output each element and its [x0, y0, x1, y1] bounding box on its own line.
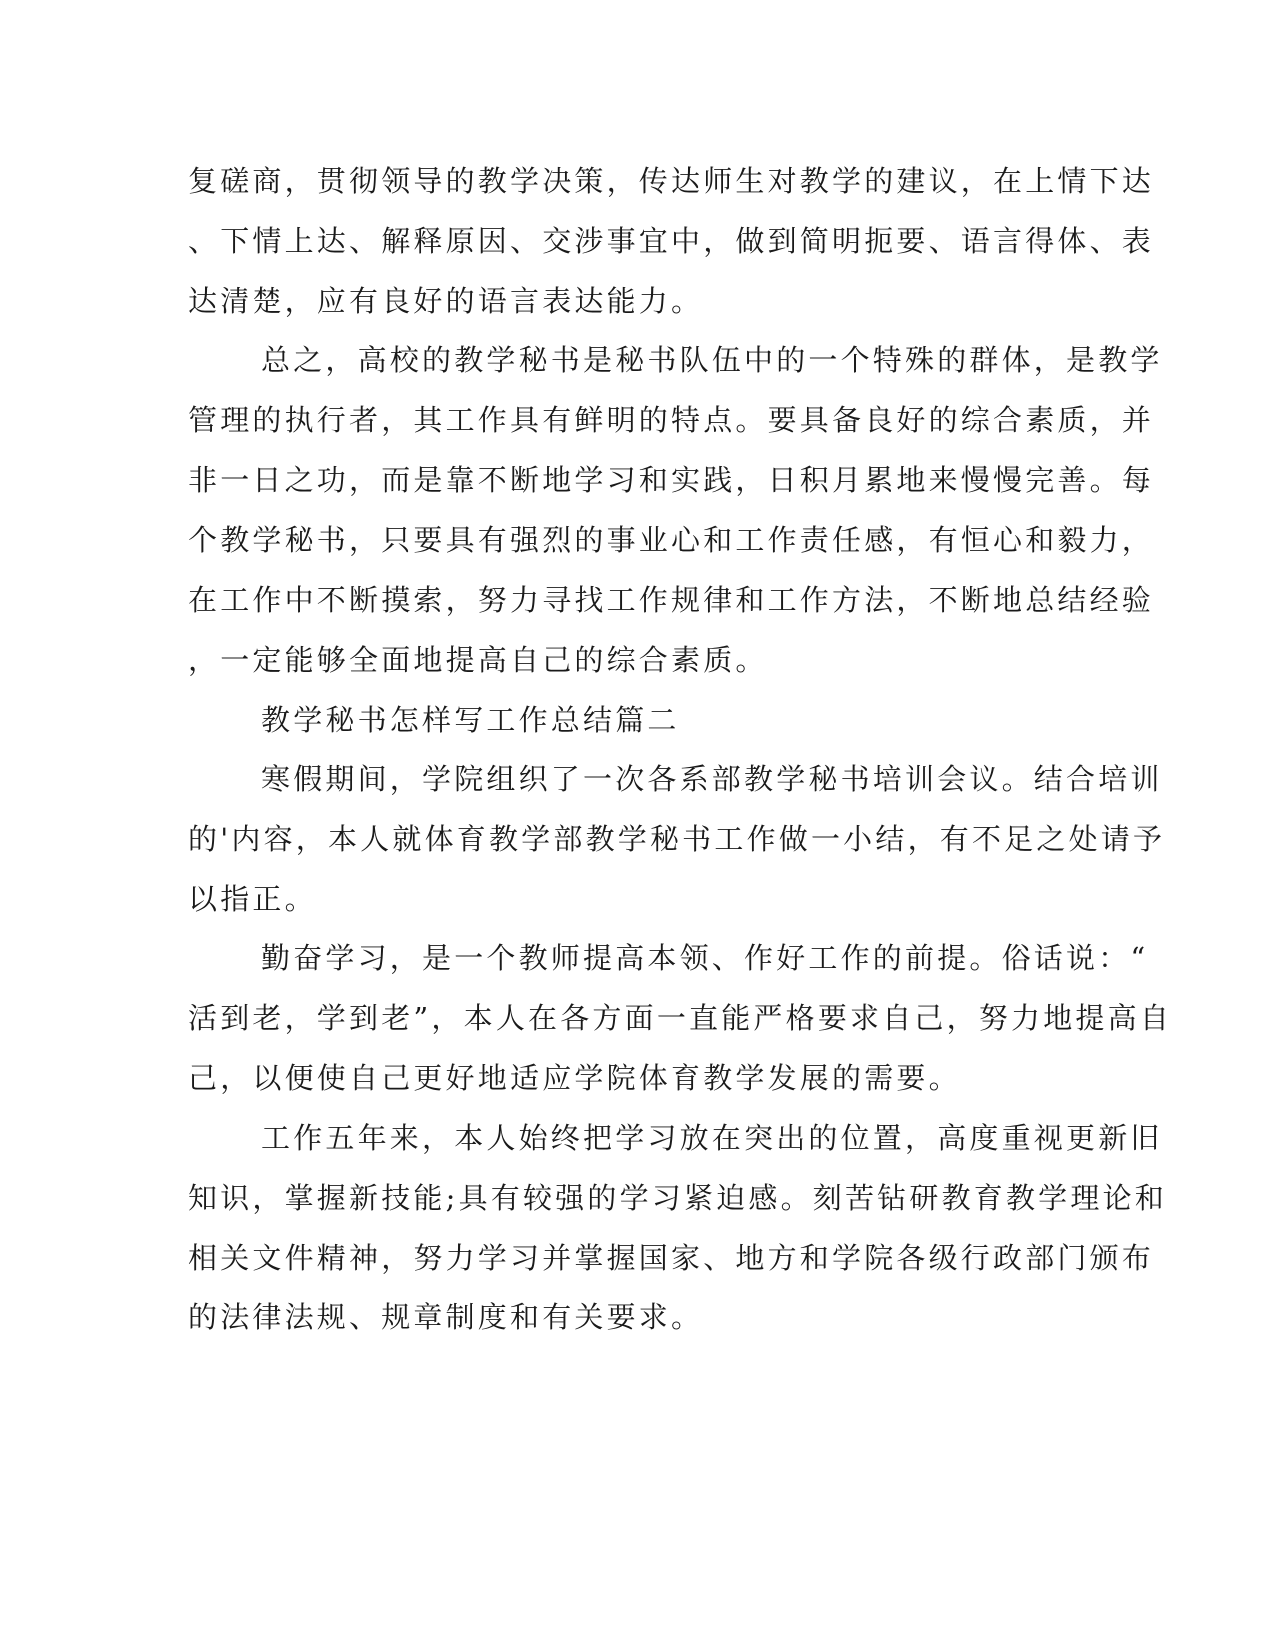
text-line: 知识，掌握新技能;具有较强的学习紧迫感。刻苦钻研教育教学理论和	[188, 1181, 1167, 1215]
paragraph-first-line: 勤奋学习，是一个教师提高本领、作好工作的前提。俗话说：“	[261, 941, 1149, 975]
text-line: 在工作中不断摸索，努力寻找工作规律和工作方法，不断地总结经验	[188, 583, 1155, 617]
text-line: 管理的执行者，其工作具有鲜明的特点。要具备良好的综合素质，并	[188, 403, 1155, 437]
text-line: 非一日之功，而是靠不断地学习和实践，日积月累地来慢慢完善。每	[188, 463, 1155, 497]
text-line: 的'内容，本人就体育教学部教学秘书工作做一小结，有不足之处请予	[188, 822, 1166, 856]
text-line: 、下情上达、解释原因、交涉事宜中，做到简明扼要、语言得体、表	[188, 224, 1155, 258]
text-line: 复磋商，贯彻领导的教学决策，传达师生对教学的建议，在上情下达	[188, 164, 1155, 198]
paragraph-first-line: 工作五年来，本人始终把学习放在突出的位置，高度重视更新旧	[261, 1121, 1163, 1155]
text-line: 的法律法规、规章制度和有关要求。	[188, 1300, 704, 1334]
text-line: ，一定能够全面地提高自己的综合素质。	[188, 643, 768, 677]
text-line: 以指正。	[188, 882, 317, 916]
paragraph-first-line: 总之，高校的教学秘书是秘书队伍中的一个特殊的群体，是教学	[261, 343, 1163, 377]
text-line: 相关文件精神，努力学习并掌握国家、地方和学院各级行政部门颁布	[188, 1241, 1155, 1275]
text-line: 达清楚，应有良好的语言表达能力。	[188, 284, 704, 318]
text-line: 己，以便使自己更好地适应学院体育教学发展的需要。	[188, 1061, 961, 1095]
section-heading: 教学秘书怎样写工作总结篇二	[261, 703, 680, 737]
text-line: 活到老，学到老”，本人在各方面一直能严格要求自己，努力地提高自	[188, 1001, 1173, 1035]
paragraph-first-line: 寒假期间，学院组织了一次各系部教学秘书培训会议。结合培训	[261, 762, 1163, 796]
text-line: 个教学秘书，只要具有强烈的事业心和工作责任感，有恒心和毅力，	[188, 523, 1155, 557]
